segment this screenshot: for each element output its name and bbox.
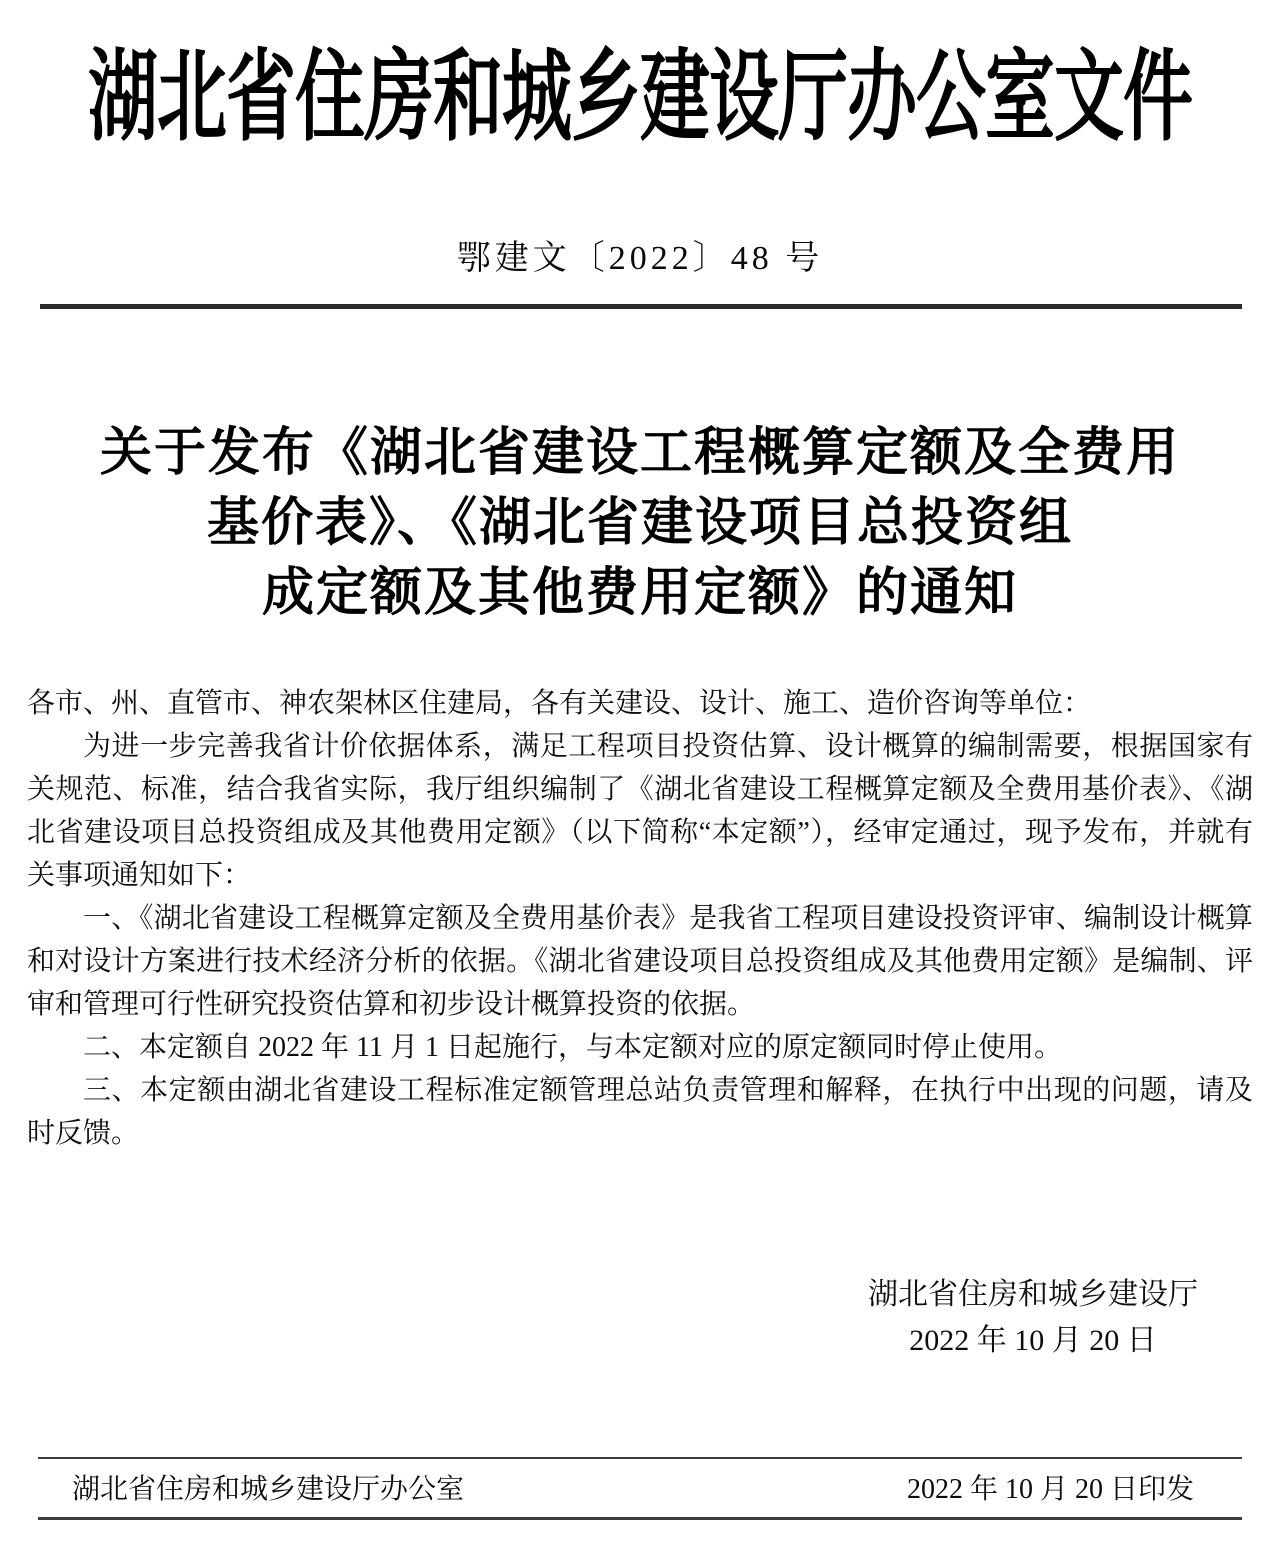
footer-issuing-office: 湖北省住房和城乡建设厅办公室: [72, 1474, 465, 1505]
document-masthead: [0, 44, 1280, 154]
footer-bottom-rule: [38, 1517, 1242, 1520]
signature-block: [868, 1272, 1198, 1364]
footer-top-rule: [38, 1457, 1242, 1459]
body-paragraph-item-3: 三、本定额由湖北省建设工程标准定额管理总站负责管理和解释，在执行中出现的问题，请及时反馈。: [27, 1075, 1253, 1149]
salutation-line: 各市、州、直管市、神农架林区住建局，各有关建设、设计、施工、造价咨询等单位：: [27, 688, 1092, 719]
document-body: [27, 682, 1253, 1155]
masthead-divider-line: [40, 304, 1242, 309]
body-paragraph-intro: 为进一步完善我省计价依据体系，满足工程项目投资估算、设计概算的编制需要，根据国家有关规范、标准，结合我省实际，我厅组织编制了《湖北省建设工程概算定额及全费用基价表》、《湖北省建设项目总投资组成及其他费用定额》（以下简称“本定额”），经审定通过，现予发布，并就有关事项通知如下：: [27, 731, 1253, 891]
notice-title: [0, 418, 1280, 628]
issuing-agency-masthead-title: 湖北省住房和城乡建设厅办公室文件: [88, 44, 1192, 154]
signature-date: 2022 年 10 月 20 日: [909, 1324, 1157, 1357]
document-number: 鄂建文〔2022〕48 号: [456, 240, 824, 277]
document-footer: [38, 1468, 1242, 1511]
body-paragraph-item-2: 二、本定额自 2022 年 11 月 1 日起施行，与本定额对应的原定额同时停止使用。: [83, 1032, 1062, 1063]
footer-print-date: 2022 年 10 月 20 日印发: [906, 1474, 1194, 1505]
notice-title-line-3: 成定额及其他费用定额》的通知: [261, 564, 1018, 622]
notice-title-line-1: 关于发布《湖北省建设工程概算定额及全费用: [99, 424, 1180, 482]
notice-title-line-2: 基价表》、《湖北省建设项目总投资组: [206, 494, 1073, 552]
body-paragraph-item-1: 一、《湖北省建设工程概算定额及全费用基价表》是我省工程项目建设投资评审、编制设计概算和对设计方案进行技术经济分析的依据。《湖北省建设项目总投资组成及其他费用定额》是编制、评审和管理可行性研究投资估算和初步设计概算投资的依据。: [27, 903, 1253, 1020]
signature-agency-name: 湖北省住房和城乡建设厅: [868, 1278, 1198, 1311]
